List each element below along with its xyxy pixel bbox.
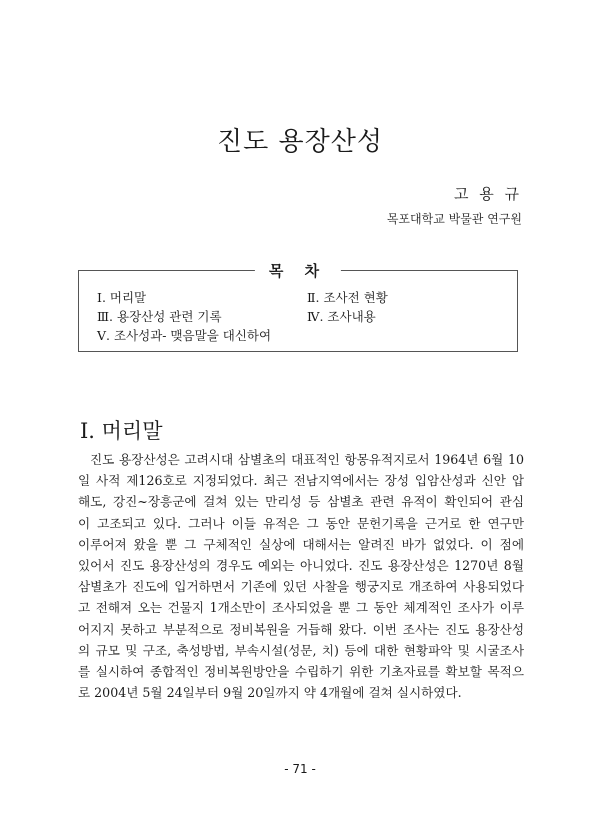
body-line: 고 전해져 오는 건물지 1개소만이 조사되었을 뿐 그 동안 체계적인 조사가 이루: [78, 600, 524, 616]
author-name: 고 용 규: [453, 185, 522, 203]
author-affiliation: 목포대학교 박물관 연구원: [386, 212, 522, 226]
body-line: 해도, 강진~장흥군에 걸쳐 있는 만리성 등 삼별초 관련 유적이 확인되어 관심: [78, 494, 524, 510]
toc-title: 목 차: [255, 260, 341, 281]
body-line: 를 실시하여 종합적인 정비복원방안을 수립하기 위한 기초자료를 확보할 목적으: [78, 664, 524, 680]
body-paragraph: [78, 449, 524, 703]
body-line: 진도 용장산성은 고려시대 삼별초의 대표적인 항몽유적지로서 1964년 6월 10: [90, 452, 524, 467]
section-heading: Ⅰ. 머리말: [80, 419, 163, 444]
body-line: 일 사적 제126호로 지정되었다. 최근 전남지역에서는 장성 입암산성과 신안 압: [78, 473, 524, 489]
toc-item-2: Ⅱ. 조사전 현황: [307, 290, 388, 305]
body-line: 어지지 못하고 부분적으로 정비복원을 거듭해 왔다. 이번 조사는 진도 용장산성: [78, 621, 524, 637]
toc-item-1: Ⅰ. 머리말: [97, 290, 147, 305]
body-line: 로 2004년 5월 24일부터 9월 20일까지 약 4개월에 걸쳐 실시하였다.: [78, 685, 462, 701]
page-number: - 71 -: [284, 762, 316, 776]
toc-item-4: Ⅳ. 조사내용: [307, 309, 376, 324]
body-line: 삼별초가 진도에 입거하면서 기존에 있던 사찰을 행궁지로 개조하여 사용되었다: [78, 579, 524, 595]
page-title: 진도 용장산성: [217, 127, 383, 158]
body-line: 이 고조되고 있다. 그러나 이들 유적은 그 동안 문헌기록을 근거로 한 연구만: [78, 515, 524, 531]
toc-item-5: Ⅴ. 조사성과- 맺음말을 대신하여: [97, 328, 272, 343]
toc-item-3: Ⅲ. 용장산성 관련 기록: [97, 309, 222, 324]
table-of-contents: [78, 262, 518, 352]
body-line: 의 규모 및 구조, 축성방법, 부속시설(성문, 치) 등에 대한 현황파악 및 시굴조사: [78, 642, 524, 658]
body-line: 이루어져 왔을 뿐 그 구체적인 실상에 대해서는 알려진 바가 없었다. 이 점에: [78, 536, 524, 552]
body-line: 있어서 진도 용장산성의 경우도 예외는 아니었다. 진도 용장산성은 1270년 8월: [78, 558, 524, 574]
